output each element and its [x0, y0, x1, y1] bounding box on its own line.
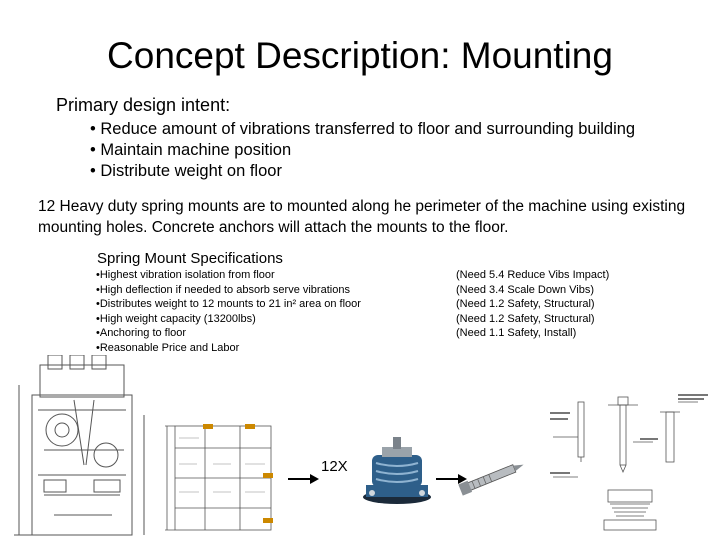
spec-item: •High deflection if needed to absorb serve vibrations [96, 283, 350, 296]
need-item: (Need 3.4 Scale Down Vibs) [456, 283, 594, 296]
need-item: (Need 1.2 Safety, Structural) [456, 312, 595, 325]
spec-list [96, 268, 361, 356]
need-item: (Need 1.2 Safety, Structural) [456, 298, 595, 311]
spec-item: •Reasonable Price and Labor [96, 341, 240, 354]
intent-heading: Primary design intent: [56, 95, 231, 115]
spec-heading: Spring Mount Specifications [97, 250, 283, 267]
intent-bullet: • Reduce amount of vibrations transferred to floor and surrounding building [90, 120, 636, 138]
needs-list [456, 268, 609, 341]
description-paragraph: 12 Heavy duty spring mounts are to mounted along he perimeter of the machine using existing mounting holes. Concrete anchors will attach the mounts to the floor. [38, 198, 686, 236]
spec-item: •Anchoring to floor [96, 327, 187, 340]
intent-list [90, 119, 635, 182]
machine-sketch [14, 355, 154, 540]
slide-title: Concept Description: Mounting [107, 35, 613, 76]
spec-item: •High weight capacity (13200lbs) [96, 312, 256, 325]
concrete-anchor-image [458, 455, 528, 500]
spring-mount-image [360, 437, 435, 507]
quantity-label: 12X [321, 458, 348, 475]
spec-item: •Distributes weight to 12 mounts to 21 in² area on floor [96, 298, 361, 311]
intent-bullet: • Distribute weight on floor [90, 162, 282, 180]
arrow-right-icon [288, 472, 320, 486]
need-item: (Need 1.1 Safety, Install) [456, 327, 577, 340]
anchor-install-diagram [548, 382, 718, 537]
mount-layout-drawing [165, 418, 285, 536]
intent-bullet: • Maintain machine position [90, 141, 292, 159]
need-item: (Need 5.4 Reduce Vibs Impact) [456, 269, 610, 281]
spec-item: •Highest vibration isolation from floor [96, 269, 275, 281]
